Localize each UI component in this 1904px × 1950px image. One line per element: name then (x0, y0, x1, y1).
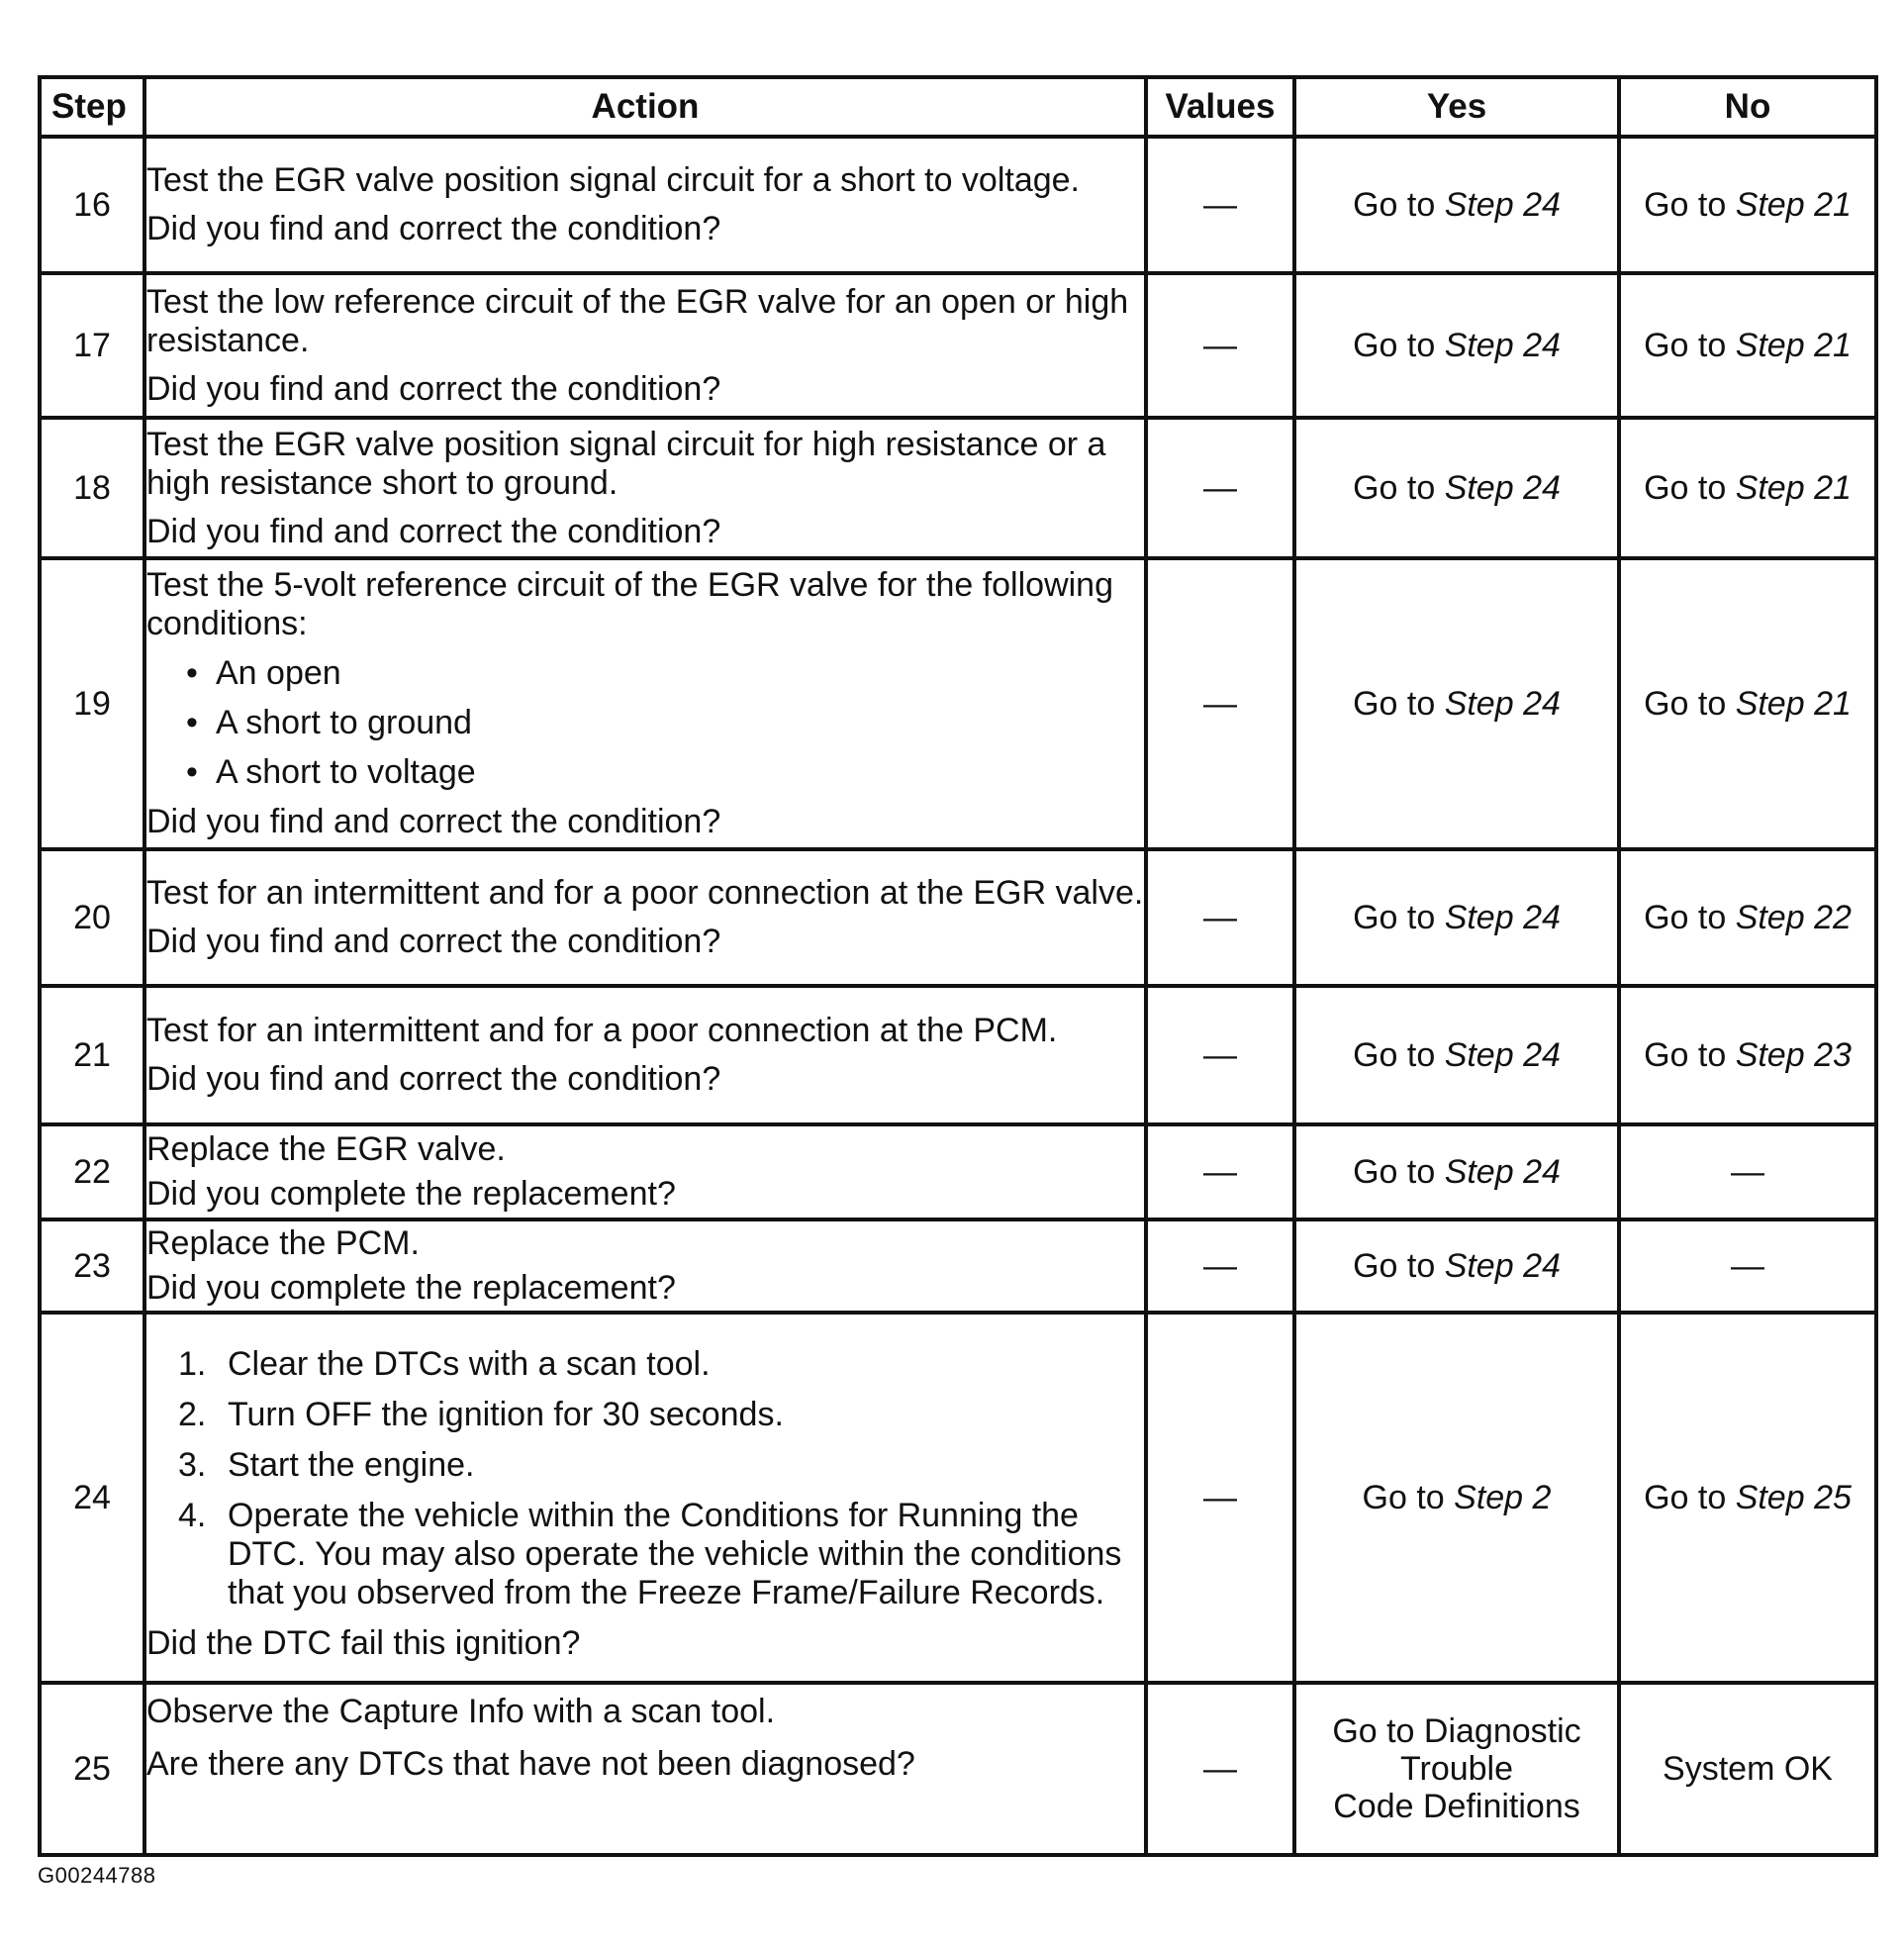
no-step-ref: Step 22 (1735, 898, 1852, 936)
table-row (40, 849, 1876, 986)
yes-cell (1294, 986, 1619, 1124)
action-question: Are there any DTCs that have not been diagnosed? (146, 1745, 915, 1783)
yes-line: Go to Diagnostic (1332, 1712, 1581, 1750)
action-instruction: Replace the EGR valve. (146, 1130, 506, 1168)
action-cell (144, 137, 1146, 273)
list-item (186, 704, 1144, 742)
values-cell: — (1146, 986, 1294, 1124)
yes-goto-text: Go to (1353, 1035, 1445, 1074)
header-yes: Yes (1294, 77, 1619, 137)
no-step-ref: Step 21 (1735, 684, 1852, 723)
list-item (178, 1446, 1144, 1485)
yes-step-ref: Step 24 (1444, 326, 1561, 364)
action-cell (144, 986, 1146, 1124)
yes-step-ref: Step 24 (1444, 898, 1561, 936)
yes-cell (1294, 1124, 1619, 1219)
action-cell (144, 558, 1146, 849)
action-question: Did you find and correct the condition? (146, 803, 721, 840)
values-cell: — (1146, 137, 1294, 273)
step-number: 18 (40, 418, 144, 558)
bullet-icon: • (186, 704, 198, 741)
action-instruction: Test the EGR valve position signal circuit for high resistance or a high resistance short to ground. (146, 425, 1106, 502)
header-row (40, 77, 1876, 137)
action-question: Did the DTC fail this ignition? (146, 1623, 581, 1662)
values-cell: — (1146, 849, 1294, 986)
step-number: 25 (40, 1683, 144, 1855)
no-step-ref: Step 23 (1735, 1035, 1852, 1074)
table-row (40, 1313, 1876, 1683)
diagnostic-step-table (38, 75, 1878, 1857)
no-goto-text: Go to (1644, 468, 1736, 507)
yes-line: Trouble (1399, 1750, 1514, 1788)
bullet-icon: • (186, 654, 198, 692)
action-question: Did you find and correct the condition? (146, 210, 721, 247)
values-cell: — (1146, 273, 1294, 418)
values-cell: — (1146, 418, 1294, 558)
table-row (40, 418, 1876, 558)
yes-cell (1294, 1313, 1619, 1683)
action-instruction: Test the 5-volt reference circuit of the EGR valve for the following conditions: (146, 566, 1114, 642)
action-cell (144, 418, 1146, 558)
yes-goto-text: Go to (1353, 684, 1445, 723)
yes-cell (1294, 273, 1619, 418)
action-question: Did you find and correct the condition? (146, 512, 721, 550)
table-row (40, 1219, 1876, 1313)
table-row (40, 558, 1876, 849)
no-cell (1619, 1313, 1876, 1683)
bullet-icon: • (186, 753, 198, 791)
table-row (40, 1683, 1876, 1855)
step-number: 19 (40, 558, 144, 849)
yes-goto-text: Go to (1362, 1478, 1455, 1516)
no-goto-text: Go to (1644, 1478, 1736, 1516)
action-cell (144, 1683, 1146, 1855)
no-cell: — (1619, 1124, 1876, 1219)
action-cell (144, 273, 1146, 418)
action-instruction: Test for an intermittent and for a poor connection at the PCM. (146, 1012, 1058, 1049)
action-question: Did you find and correct the condition? (146, 1060, 721, 1098)
yes-goto-text: Go to (1353, 898, 1445, 936)
list-item-text: Turn OFF the ignition for 30 seconds. (228, 1395, 784, 1433)
step-number: 20 (40, 849, 144, 986)
no-step-ref: Step 21 (1735, 326, 1852, 364)
list-item (186, 753, 1144, 792)
yes-step-ref: Step 24 (1444, 468, 1561, 507)
list-item-text: Start the engine. (228, 1445, 475, 1484)
yes-line: Code Definitions (1333, 1788, 1580, 1825)
list-item-text: An open (216, 654, 341, 692)
no-cell (1619, 418, 1876, 558)
yes-goto-text: Go to (1353, 1152, 1445, 1191)
table-row (40, 986, 1876, 1124)
yes-step-ref: Step 24 (1444, 684, 1561, 723)
header-step: Step (40, 77, 144, 137)
no-step-ref: Step 21 (1735, 468, 1852, 507)
list-item (178, 1497, 1144, 1612)
header-action: Action (144, 77, 1146, 137)
no-goto-text: Go to (1644, 326, 1736, 364)
no-step-ref: Step 25 (1735, 1478, 1852, 1516)
procedure-list (146, 1345, 1144, 1612)
list-item-number: 3. (178, 1445, 207, 1484)
list-item-number: 4. (178, 1496, 207, 1534)
action-instruction: Test the EGR valve position signal circuit for a short to voltage. (146, 161, 1081, 199)
yes-cell (1294, 1683, 1619, 1855)
action-instruction: Observe the Capture Info with a scan tool. (146, 1693, 776, 1730)
no-cell (1619, 137, 1876, 273)
action-instruction: Test the low reference circuit of the EGR valve for an open or high resistance. (146, 282, 1129, 359)
action-cell (144, 1313, 1146, 1683)
action-cell (144, 1219, 1146, 1313)
yes-cell (1294, 1219, 1619, 1313)
no-goto-text: Go to (1644, 185, 1736, 224)
figure-id: G00244788 (38, 1863, 156, 1888)
values-cell: — (1146, 1124, 1294, 1219)
list-item-text: Clear the DTCs with a scan tool. (228, 1344, 711, 1383)
step-number: 17 (40, 273, 144, 418)
header-values: Values (1146, 77, 1294, 137)
action-question: Did you find and correct the condition? (146, 923, 721, 960)
no-cell: — (1619, 1219, 1876, 1313)
step-number: 21 (40, 986, 144, 1124)
no-cell (1619, 986, 1876, 1124)
values-cell: — (1146, 558, 1294, 849)
yes-goto-text: Go to (1353, 1246, 1445, 1285)
no-cell: System OK (1619, 1683, 1876, 1855)
step-number: 23 (40, 1219, 144, 1313)
action-cell (144, 849, 1146, 986)
yes-cell (1294, 849, 1619, 986)
list-item-text: Operate the vehicle within the Conditions for Running the DTC. You may also operate the vehicle within the conditions that you observed from the Freeze Frame/Failure Records. (228, 1496, 1122, 1611)
yes-step-ref: Step 24 (1444, 1246, 1561, 1285)
list-item-number: 1. (178, 1344, 207, 1383)
action-instruction: Test for an intermittent and for a poor connection at the EGR valve. (146, 874, 1144, 912)
table-row (40, 273, 1876, 418)
action-question: Did you complete the replacement? (146, 1269, 676, 1307)
yes-cell (1294, 418, 1619, 558)
diagnostic-table-container (38, 75, 1874, 1857)
header-no: No (1619, 77, 1876, 137)
list-item-text: A short to ground (216, 704, 472, 741)
list-item (178, 1345, 1144, 1384)
yes-step-ref: Step 2 (1454, 1478, 1552, 1516)
yes-goto-text: Go to (1353, 326, 1445, 364)
values-cell: — (1146, 1219, 1294, 1313)
yes-cell (1294, 558, 1619, 849)
yes-step-ref: Step 24 (1444, 185, 1561, 224)
list-item (178, 1396, 1144, 1434)
action-instruction: Replace the PCM. (146, 1224, 420, 1262)
list-item-text: A short to voltage (216, 753, 476, 791)
yes-cell (1294, 137, 1619, 273)
step-number: 22 (40, 1124, 144, 1219)
no-goto-text: Go to (1644, 1035, 1736, 1074)
table-row (40, 137, 1876, 273)
action-question: Did you complete the replacement? (146, 1175, 676, 1213)
list-item-number: 2. (178, 1395, 207, 1433)
no-goto-text: Go to (1644, 898, 1736, 936)
yes-goto-text: Go to (1353, 468, 1445, 507)
yes-step-ref: Step 24 (1444, 1035, 1561, 1074)
list-item (186, 654, 1144, 693)
no-cell (1619, 273, 1876, 418)
step-number: 24 (40, 1313, 144, 1683)
table-row (40, 1124, 1876, 1219)
step-number: 16 (40, 137, 144, 273)
action-question: Did you find and correct the condition? (146, 369, 721, 408)
no-cell (1619, 849, 1876, 986)
yes-step-ref: Step 24 (1444, 1152, 1561, 1191)
values-cell: — (1146, 1683, 1294, 1855)
action-cell (144, 1124, 1146, 1219)
yes-goto-text: Go to (1353, 185, 1445, 224)
values-cell: — (1146, 1313, 1294, 1683)
no-cell (1619, 558, 1876, 849)
condition-list (146, 654, 1144, 792)
no-goto-text: Go to (1644, 684, 1736, 723)
no-step-ref: Step 21 (1735, 185, 1852, 224)
